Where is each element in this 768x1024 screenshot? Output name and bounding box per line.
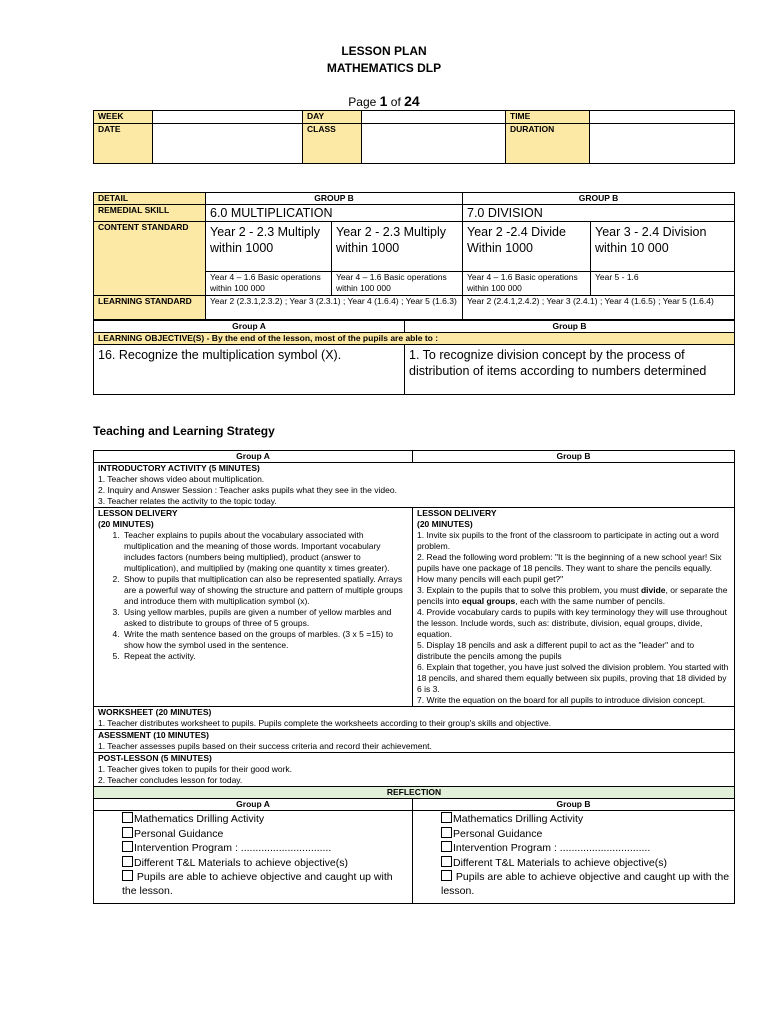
checkbox-icon[interactable]	[441, 827, 452, 838]
reflection-title: REFLECTION	[94, 787, 735, 799]
detail-table	[93, 192, 735, 320]
lesson-delivery-a: LESSON DELIVERY (20 MINUTES) 1. Teacher explains to pupils about the vocabulary associated with multiplication and the meaning of those words. Important vocabulary includes factors (numbers being multiplied), product (answer to multiplication), and multiplied by (making one quantity x times greater). 2. Show to pupils that multiplication can also be represented spatially. Arrays are a powerful way of showing the structure and pattern of multiple groups and introduce them with multiplication symbol (x). 3. Using yellow marbles, pupils are given a number of yellow marbles and asked to distribute to groups of three of 5 groups. 4. Write the math sentence based on the groups of marbles. (3 x 5 =15) to show how the symbol used in the sentence. 5. Repeat the activity.	[94, 508, 413, 707]
worksheet-section: WORKSHEET (20 MINUTES) 1. Teacher distributes worksheet to pupils. Pupils complete the worksheets according to their group's skills and objective.	[94, 707, 735, 730]
checkbox-item[interactable]: Intervention Program : ...............................	[122, 841, 408, 856]
reflection-group-b: Group B	[413, 799, 735, 811]
objective-group-a: Group A	[94, 321, 405, 333]
learning-standard-2: Year 2 (2.4.1,2.4.2) ; Year 3 (2.4.1) ; Year 4 (1.6.5) ; Year 5 (1.6.4)	[463, 296, 735, 320]
reflection-a	[94, 811, 413, 904]
learning-standard-label: LEARNING STANDARD	[94, 296, 206, 320]
list-item: 3. Using yellow marbles, pupils are given a number of yellow marbles and asked to distribute to groups of three of 5 groups.	[122, 607, 408, 629]
checkbox-item[interactable]: Mathematics Drilling Activity	[441, 812, 730, 827]
checkbox-item[interactable]: Personal Guidance	[122, 827, 408, 842]
checkbox-item[interactable]: Different T&L Materials to achieve objective(s)	[441, 856, 730, 871]
checkbox-icon[interactable]	[441, 812, 452, 823]
checkbox-icon[interactable]	[441, 870, 452, 881]
strategy-group-a: Group A	[94, 451, 413, 463]
page-current: 1	[379, 93, 388, 109]
doc-title: LESSON PLAN	[341, 44, 427, 58]
content-sub-1: Year 4 – 1.6 Basic operations within 100 000	[206, 272, 332, 296]
content-sub-3: Year 4 – 1.6 Basic operations within 100 000	[463, 272, 591, 296]
checkbox-icon[interactable]	[122, 812, 133, 823]
duration-value[interactable]	[590, 124, 735, 164]
content-sub-2: Year 4 – 1.6 Basic operations within 100 000	[332, 272, 463, 296]
duration-label: DURATION	[506, 124, 590, 164]
detail-label: DETAIL	[94, 193, 206, 205]
strategy-title: Teaching and Learning Strategy	[93, 424, 275, 438]
checkbox-icon[interactable]	[441, 856, 452, 867]
objective-table	[93, 320, 735, 395]
time-value[interactable]	[590, 111, 735, 124]
class-value[interactable]	[362, 124, 506, 164]
assessment-section: ASESSMENT (10 MINUTES) 1. Teacher assesses pupils based on their success criteria and record their achievement.	[94, 730, 735, 753]
intro-activity: INTRODUCTORY ACTIVITY (5 MINUTES) 1. Teacher shows video about multiplication. 2. Inquiry and Answer Session : Teacher asks pupils what they see in the video. 3. Teacher relates the activity to the topic today.	[94, 463, 735, 508]
remedial-skill-2: 7.0 DIVISION	[463, 205, 735, 222]
list-item: 2. Show to pupils that multiplication can also be represented spatially. Arrays are a powerful way of showing the structure and pattern of multiple groups and introduce them with multiplication symbol (x).	[122, 574, 408, 607]
checkbox-item[interactable]: Mathematics Drilling Activity	[122, 812, 408, 827]
checkbox-item[interactable]: Pupils are able to achieve objective and caught up with the lesson.	[122, 871, 393, 897]
time-label: TIME	[506, 111, 590, 124]
remedial-label: REMEDIAL SKILL	[94, 205, 206, 222]
content-standard-4: Year 3 - 2.4 Division within 10 000	[591, 222, 735, 272]
checkbox-icon[interactable]	[122, 827, 133, 838]
info-table	[93, 110, 735, 164]
post-lesson-section: POST-LESSON (5 MINUTES) 1. Teacher gives token to pupils for their good work. 2. Teacher concludes lesson for today.	[94, 753, 735, 787]
checkbox-icon[interactable]	[122, 841, 133, 852]
checkbox-item[interactable]: Pupils are able to achieve objective and caught up with the lesson.	[441, 871, 730, 897]
day-value[interactable]	[362, 111, 506, 124]
checkbox-item[interactable]: Personal Guidance	[441, 827, 730, 842]
date-label: DATE	[94, 124, 153, 164]
checkbox-item[interactable]: Different T&L Materials to achieve objective(s)	[122, 856, 408, 871]
checkbox-icon[interactable]	[122, 856, 133, 867]
strategy-table	[93, 450, 735, 904]
content-standard-3: Year 2 -2.4 Divide Within 1000	[463, 222, 591, 272]
learning-standard-1: Year 2 (2.3.1,2.3.2) ; Year 3 (2.3.1) ; Year 4 (1.6.4) ; Year 5 (1.6.3)	[206, 296, 463, 320]
checkbox-icon[interactable]	[441, 841, 452, 852]
date-value[interactable]	[153, 124, 303, 164]
doc-subtitle: MATHEMATICS DLP	[326, 61, 442, 75]
strategy-group-b: Group B	[413, 451, 735, 463]
group-b-header-1: GROUP B	[206, 193, 463, 205]
objective-a: 16. Recognize the multiplication symbol (X).	[94, 345, 405, 395]
content-sub-4: Year 5 - 1.6	[591, 272, 735, 296]
page-total: 24	[404, 93, 420, 109]
reflection-group-a: Group A	[94, 799, 413, 811]
week-label: WEEK	[94, 111, 153, 124]
week-value[interactable]	[153, 111, 303, 124]
objective-label: LEARNING OBJECTIVE(S) - By the end of the lesson, most of the pupils are able to :	[94, 333, 735, 345]
list-item: 5. Repeat the activity.	[122, 651, 408, 662]
checkbox-icon[interactable]	[122, 870, 133, 881]
remedial-skill-1: 6.0 MULTIPLICATION	[206, 205, 463, 222]
class-label: CLASS	[303, 124, 362, 164]
checkbox-item[interactable]: Intervention Program : ...............................	[441, 841, 730, 856]
delivery-a-list	[98, 530, 408, 662]
content-standard-label: CONTENT STANDARD	[94, 222, 206, 296]
list-item: 4. Write the math sentence based on the groups of marbles. (3 x 5 =15) to show how the symbol used in the sentence.	[122, 629, 408, 651]
list-item: 1. Teacher explains to pupils about the vocabulary associated with multiplication and the meaning of those words. Important vocabulary includes factors (numbers being multiplied), product (answer to multiplication), and multiplied by (making one quantity x times greater).	[122, 530, 408, 574]
group-b-header-2: GROUP B	[463, 193, 735, 205]
lesson-delivery-b: LESSON DELIVERY (20 MINUTES) 1. Invite six pupils to the front of the classroom to participate in acting out a word problem. 2. Read the following word problem: "It is the beginning of a new school year! Six pupils have one package of 18 pencils. They want to share the pencils equally. How many pencils will each pupil get?" 3. Explain to the pupils that to solve this problem, you must divide, or separate the pencils into equal groups, each with the same number of pencils. 4. Provide vocabulary cards to pupils with key terminology they will use throughout the lesson. Include words, such as: distribute, division, equal groups, divide, equation. 5. Display 18 pencils and ask a different pupil to act as the "leader" and to distribute the pencils among the pupils 6. Explain that together, you have just solved the division problem. You started with 18 pencils, and shared them equally between six pupils, proving that 18 divided by 6 is 3. 7. Write the equation on the board for all pupils to introduce division concept.	[413, 508, 735, 707]
objective-b: 1. To recognize division concept by the process of distribution of items according to numbers determined	[405, 345, 735, 395]
day-label: DAY	[303, 111, 362, 124]
reflection-b	[413, 811, 735, 904]
objective-group-b: Group B	[405, 321, 735, 333]
content-standard-2: Year 2 - 2.3 Multiply within 1000	[332, 222, 463, 272]
page-indicator: Page 1 of 24	[348, 93, 420, 109]
content-standard-1: Year 2 - 2.3 Multiply within 1000	[206, 222, 332, 272]
